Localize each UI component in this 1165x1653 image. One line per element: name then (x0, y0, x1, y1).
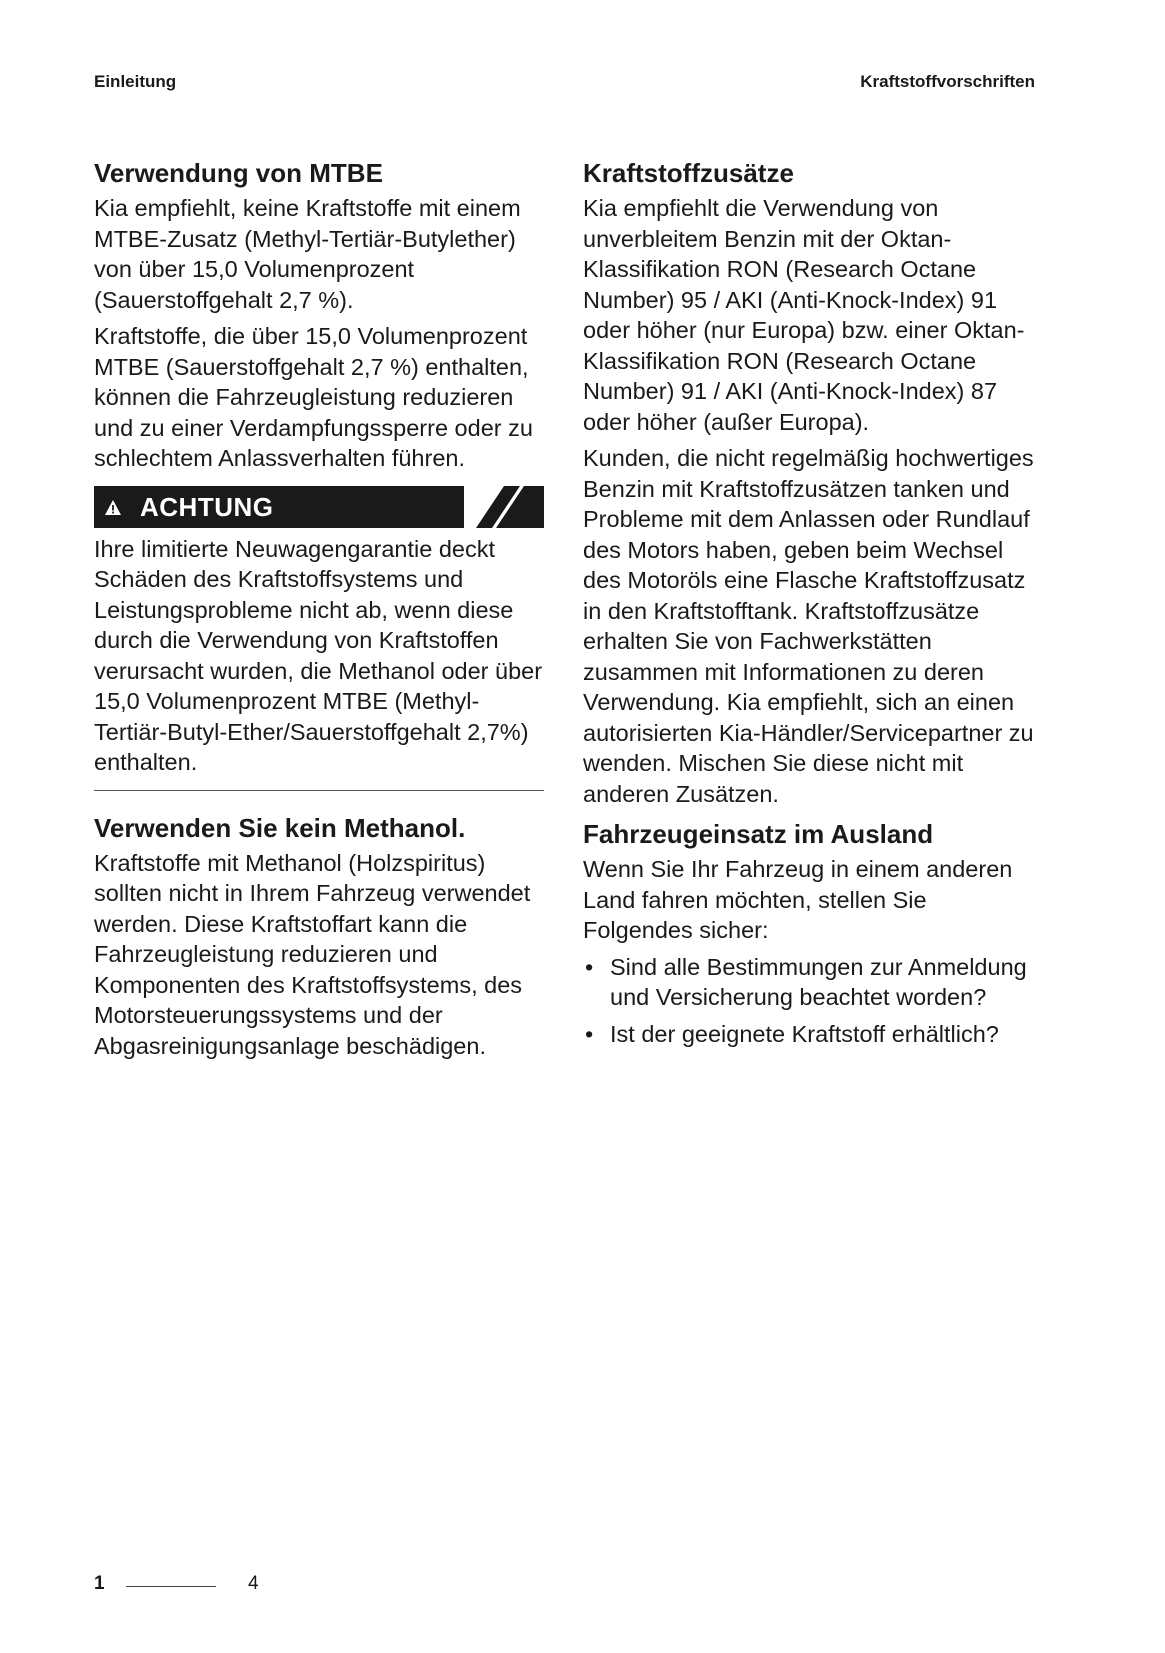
list-item-text: Sind alle Bestimmungen zur Anmeldung und Versicherung beachtet worden? (610, 953, 1027, 1011)
warning-triangle-icon (104, 499, 122, 516)
warning-banner (94, 486, 544, 528)
footer-rule (126, 1586, 216, 1587)
abroad-checklist (583, 952, 1035, 1050)
bullet-icon: • (585, 1020, 594, 1047)
mtbe-paragraph-1: Kia empfiehlt, keine Kraftstoffe mit einem MTBE-Zusatz (Methyl-Tertiär-Butylether) von über 15,0 Volumenprozent (Sauerstoffgehalt 2,7 %). (94, 195, 521, 313)
list-item-text: Ist der geeignete Kraftstoff erhältlich? (610, 1020, 999, 1047)
warning-title: ACHTUNG (140, 491, 274, 522)
bullet-icon: • (585, 953, 594, 980)
section-heading-abroad: Fahrzeugeinsatz im Ausland (583, 819, 934, 850)
mtbe-paragraph-2: Kraftstoffe, die über 15,0 Volumenprozent MTBE (Sauerstoffgehalt 2,7 %) enthalten, können die Fahrzeugleistung reduzieren und zu einer Verdampfungssperre oder zu schlechtem Anlassverhalten führen. (94, 323, 533, 472)
list-item (583, 952, 1035, 1013)
left-column (94, 158, 544, 1067)
warning-text: Ihre limitierte Neuwagengarantie deckt Schäden des Kraftstoffsystems und Leistungsprobleme nicht ab, wenn diese durch die Verwendung von Kraftstoffen verursacht wurden, die Methanol oder über 15,0 Volumenprozent MTBE (Methyl-Tertiär-Butyl-Ether/Sauerstoffgehalt 2,7%) enthalten. (94, 535, 543, 776)
chapter-number: 1 (94, 1573, 105, 1594)
running-header-left: Einleitung (94, 72, 177, 91)
section-heading-mtbe: Verwendung von MTBE (94, 158, 383, 188)
right-column (583, 158, 1035, 1055)
page-number: 4 (248, 1573, 259, 1594)
warning-stripes-decoration (464, 486, 544, 528)
abroad-intro: Wenn Sie Ihr Fahrzeug in einem anderen Land fahren möchten, stellen Sie Folgendes sicher: (583, 856, 1013, 944)
section-heading-methanol: Verwenden Sie kein Methanol. (94, 812, 466, 843)
additives-paragraph-2: Kunden, die nicht regelmäßig hochwertiges Benzin mit Kraftstoffzusätzen tanken und Probleme mit dem Anlassen oder Rundlauf des Motors haben, geben beim Wechsel des Motoröls eine Flasche Kraftstoffzusatz in den Kraftstofftank. Kraftstoffzusätze erhalten Sie von Fachwerkstätten zusammen mit Informationen zu deren Verwendung. Kia empfiehlt, sich an einen autorisierten Kia-Händler/Servicepartner zu wenden. Mischen Sie diese nicht mit anderen Zusätzen. (583, 445, 1034, 807)
section-heading-additives: Kraftstoffzusätze (583, 158, 794, 188)
running-header-right: Kraftstoffvorschriften (860, 72, 1035, 91)
list-item (583, 1019, 1035, 1050)
section-divider (94, 790, 544, 791)
additives-paragraph-1: Kia empfiehlt die Verwendung von unverbleitem Benzin mit der Oktan-Klassifikation RON (Research Octane Number) 95 / AKI (Anti-Knock-Index) 91 oder höher (nur Europa) bzw. einer Oktan-Klassifikation RON (Research Octane Number) 91 / AKI (Anti-Knock-Index) 87 oder höher (außer Europa). (583, 195, 1025, 435)
methanol-paragraph: Kraftstoffe mit Methanol (Holzspiritus) sollten nicht in Ihrem Fahrzeug verwendet werden. Diese Kraftstoffart kann die Fahrzeugleistung reduzieren und Komponenten des Kraftstoffsystems, des Motorsteuerungssystems und der Abgasreinigungsanlage beschädigen. (94, 849, 531, 1059)
